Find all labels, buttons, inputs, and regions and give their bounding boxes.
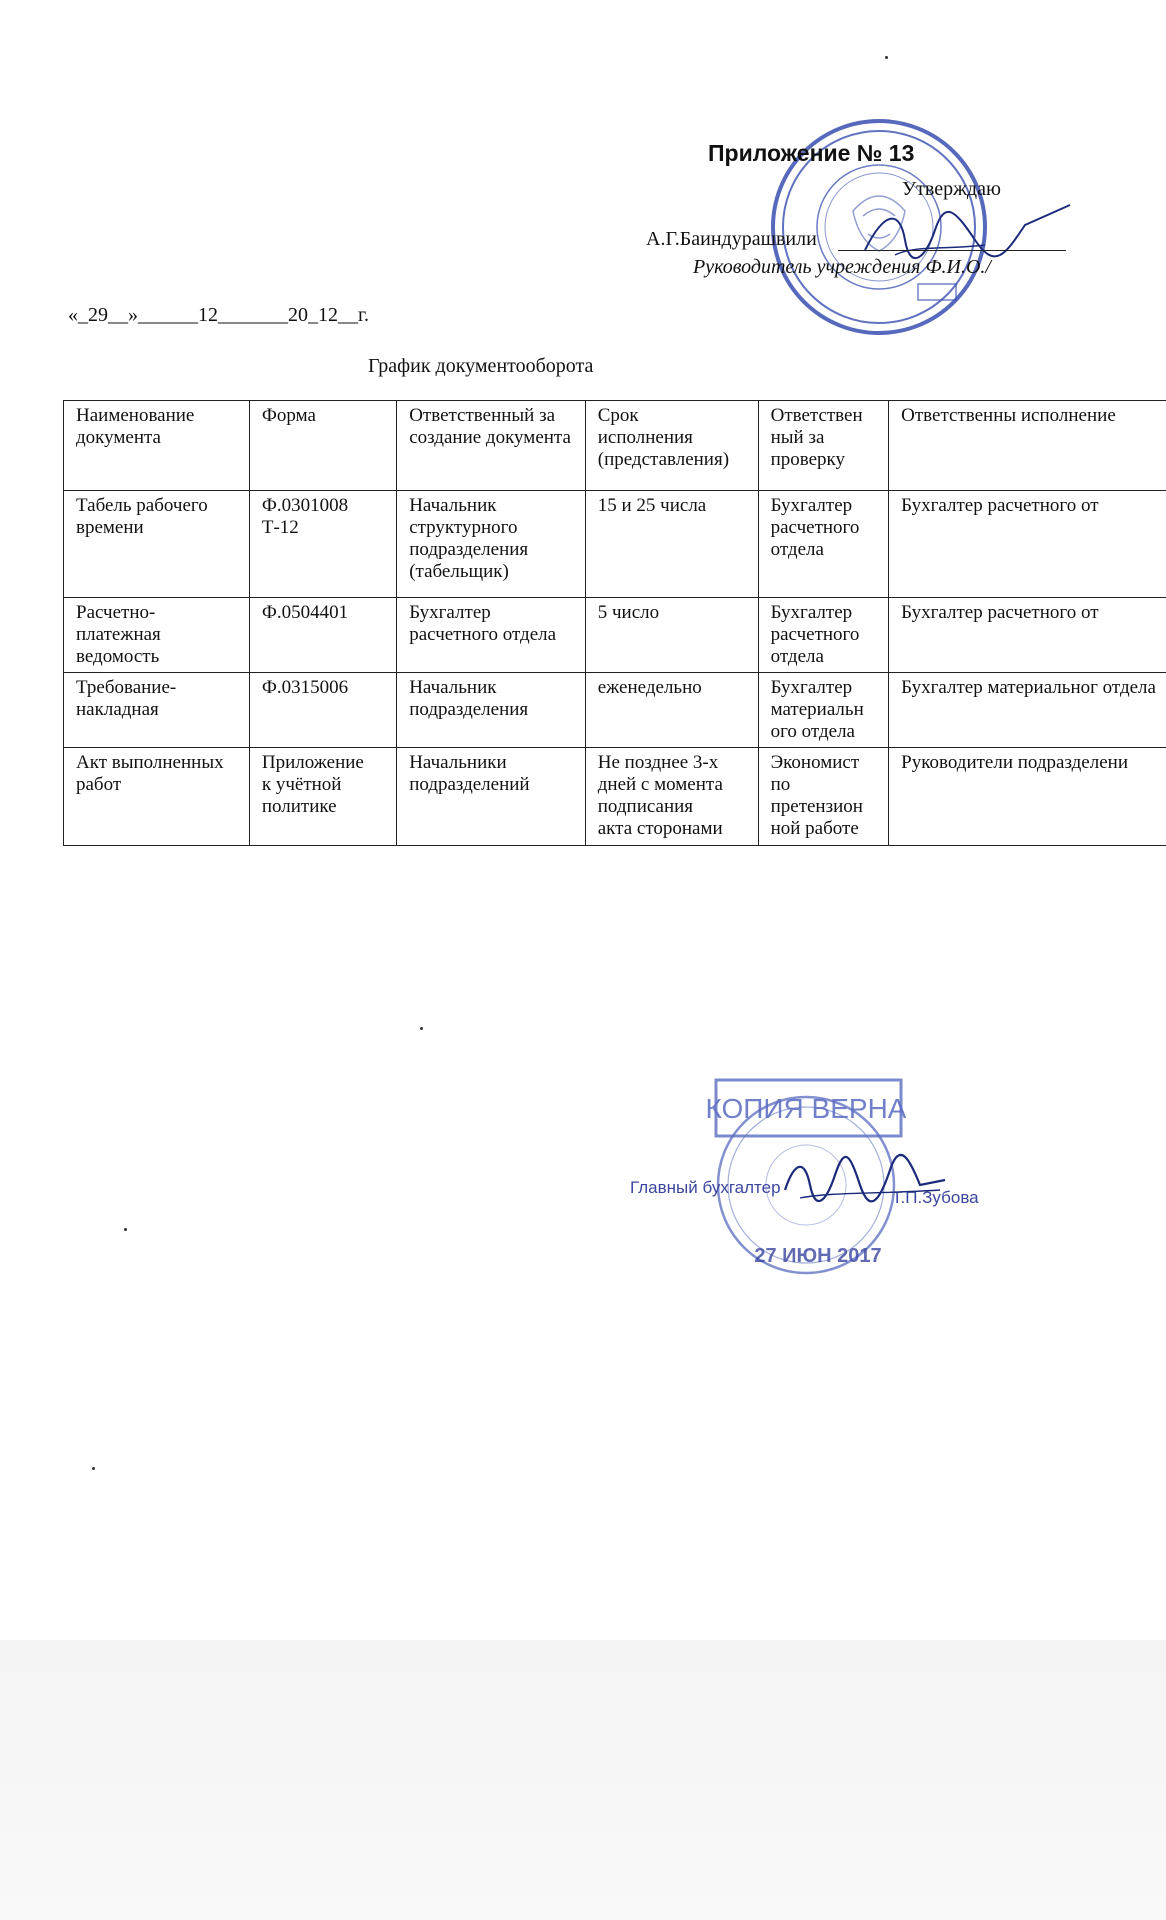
chief-accountant-name: Т.П.Зубова [892,1188,979,1207]
table-row [64,491,1166,598]
workflow-table [63,400,1166,846]
header-cell: Ответствен ный за проверку [758,401,889,491]
table-cell: Требование- накладная [64,673,250,748]
header-cell: Ответственны исполнение [889,401,1166,491]
signature-line [838,250,1066,251]
table-cell: Бухгалтер расчетного от [889,491,1166,598]
table-cell: Экономист по претензион ной работе [758,748,889,846]
document-title: График документооборота [368,355,594,377]
table-cell: Акт выполненных работ [64,748,250,846]
table-cell: Бухгалтер расчетного от [889,598,1166,673]
approve-label: Утверждаю [902,178,1001,200]
table-cell: Начальник структурного подразделения (табельщик) [397,491,586,598]
table-cell: Бухгалтер материальн ого отдела [758,673,889,748]
table-row [64,673,1166,748]
scan-speck [885,56,888,59]
header-cell: Наименование документа [64,401,250,491]
scan-speck [420,1027,423,1030]
approver-role: Руководитель учреждения Ф.И.О./ [693,256,991,278]
table-cell: Бухгалтер расчетного отдела [397,598,586,673]
table-cell: Бухгалтер материальног отдела [889,673,1166,748]
table-cell: 5 число [585,598,758,673]
table-cell: Бухгалтер расчетного отдела [758,491,889,598]
table-cell: Ф.0504401 [249,598,396,673]
table-cell: Не позднее 3-х дней с момента подписания акта сторонами [585,748,758,846]
copy-verified-text: КОПИЯ ВЕРНА [706,1093,906,1124]
table-cell: Бухгалтер расчетного отдела [758,598,889,673]
scan-speck [124,1228,127,1231]
header-cell: Ответственный за создание документа [397,401,586,491]
chief-accountant-label: Главный бухгалтер [630,1178,781,1197]
table-cell: Расчетно- платежная ведомость [64,598,250,673]
table-cell: Руководители подразделени [889,748,1166,846]
stamp-date-text: 27 ИЮН 2017 [754,1245,882,1267]
approver-name: А.Г.Баиндурашвили [646,228,817,250]
table-cell: Начальники подразделений [397,748,586,846]
accountant-signature [780,1150,950,1210]
table-cell: еженедельно [585,673,758,748]
table-cell: Ф.0315006 [249,673,396,748]
scan-speck [92,1467,95,1470]
appendix-number: Приложение № 13 [708,140,915,166]
scan-margin [0,1640,1166,1920]
header-cell: Форма [249,401,396,491]
table-row [64,598,1166,673]
approval-date: «_29__»______12_______20_12__г. [68,304,369,326]
header-cell: Срок исполнения (представления) [585,401,758,491]
table-row [64,748,1166,846]
table-cell: Приложение к учётной политике [249,748,396,846]
table-cell: Ф.0301008 Т-12 [249,491,396,598]
table-cell: Начальник подразделения [397,673,586,748]
table-cell: 15 и 25 числа [585,491,758,598]
table-cell: Табель рабочего времени [64,491,250,598]
table-header-row [64,401,1166,491]
